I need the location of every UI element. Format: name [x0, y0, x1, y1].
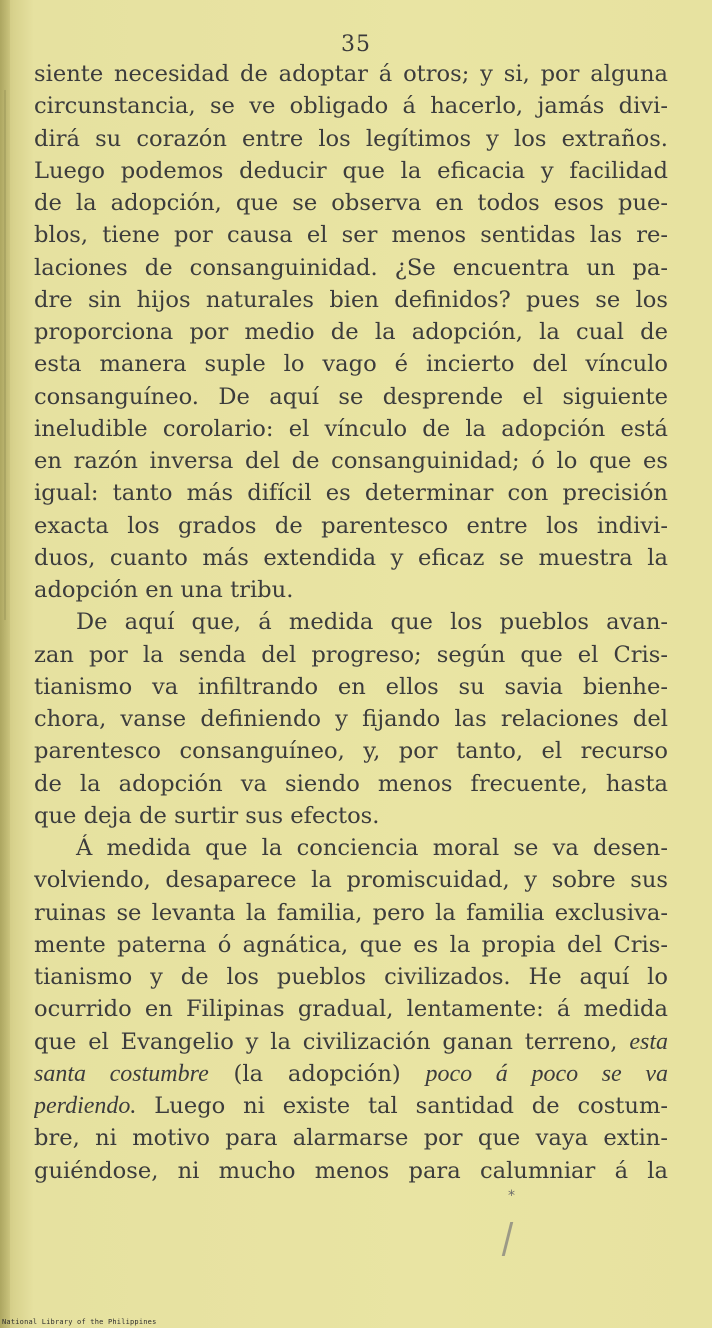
signature-mark: * — [508, 1188, 515, 1204]
margin-rule — [4, 90, 6, 620]
page-number: 35 — [341, 32, 371, 57]
text-line: ineludible corolario: el vínculo de la adopción está — [34, 415, 668, 442]
text-line: duos, cuanto más extendida y eficaz se muestra la — [34, 544, 668, 571]
text-line: esta manera suple lo vago é incierto del vínculo — [34, 351, 668, 378]
text-line: tianismo va infiltrando en ellos su savia bienhe- — [34, 673, 668, 700]
text-line-mixed — [34, 1090, 668, 1122]
text-line: de la adopción, que se observa en todos esos pue- — [34, 190, 668, 216]
text-line: en razón inversa del de consanguinidad; ó lo que es — [34, 448, 668, 474]
text-line: guiéndose, ni mucho menos para calumniar á la — [34, 1157, 668, 1184]
text-line: zan por la senda del progreso; según que el Cris- — [34, 641, 668, 668]
text-line: ocurrido en Filipinas gradual, lentamente: á medida — [34, 996, 668, 1023]
text-line: exacta los grados de parentesco entre los indivi- — [34, 512, 668, 539]
text-line: ruinas se levanta la familia, pero la familia exclusiva- — [34, 899, 668, 926]
text-line: siente necesidad de adoptar á otros; y si, por alguna — [34, 61, 668, 87]
text-line: consanguíneo. De aquí se desprende el siguiente — [34, 383, 668, 410]
text-line: circunstancia, se ve obligado á hacerlo, jamás divi- — [34, 93, 668, 120]
text-line: chora, vanse definiendo y fijando las relaciones del — [34, 706, 668, 732]
text-line: Á medida que la conciencia moral se va desen- — [76, 835, 668, 861]
text-line: proporciona por medio de la adopción, la cual de — [34, 319, 668, 345]
italic-span: santa costumbre — [34, 1060, 209, 1087]
text-line: dre sin hijos naturales bien definidos? pues se los — [34, 286, 668, 313]
text-line-mixed — [34, 1058, 668, 1090]
text-line: adopción en una tribu. — [34, 577, 294, 603]
text-span: que el Evangelio y la civilización ganan terreno, — [34, 1028, 618, 1055]
text-line: bre, ni motivo para alarmarse por que vaya extin- — [34, 1125, 668, 1152]
italic-span: perdiendo. — [34, 1093, 137, 1119]
italic-span: poco á poco se va — [425, 1060, 668, 1087]
text-line: de la adopción va siendo menos frecuente, hasta — [34, 770, 668, 797]
library-footer: National Library of the Philippines — [2, 1318, 157, 1326]
text-line: tianismo y de los pueblos civilizados. He aquí lo — [34, 964, 668, 990]
text-line: De aquí que, á medida que los pueblos avan- — [76, 609, 668, 636]
text-line: igual: tanto más difícil es determinar con precisión — [34, 480, 668, 507]
text-line: Luego podemos deducir que la eficacia y facilidad — [34, 157, 668, 184]
text-line: laciones de consanguinidad. ¿Se encuentra un pa- — [34, 254, 668, 281]
text-line: dirá su corazón entre los legítimos y los extraños. — [34, 125, 668, 152]
body-text — [34, 58, 668, 1187]
text-line: que deja de surtir sus efectos. — [34, 802, 380, 829]
text-span: Luego ni existe tal santidad de costum- — [154, 1093, 668, 1119]
pencil-mark — [502, 1222, 513, 1256]
text-line: blos, tiene por causa el ser menos sentidas las re- — [34, 222, 668, 249]
text-line-mixed — [34, 1026, 668, 1058]
text-line: mente paterna ó agnática, que es la propia del Cris- — [34, 931, 668, 958]
text-line: parentesco consanguíneo, y, por tanto, el recurso — [34, 738, 668, 765]
text-line: volviendo, desaparece la promiscuidad, y sobre sus — [34, 867, 668, 894]
text-span: (la adopción) — [233, 1060, 401, 1087]
italic-span: esta — [629, 1028, 668, 1055]
